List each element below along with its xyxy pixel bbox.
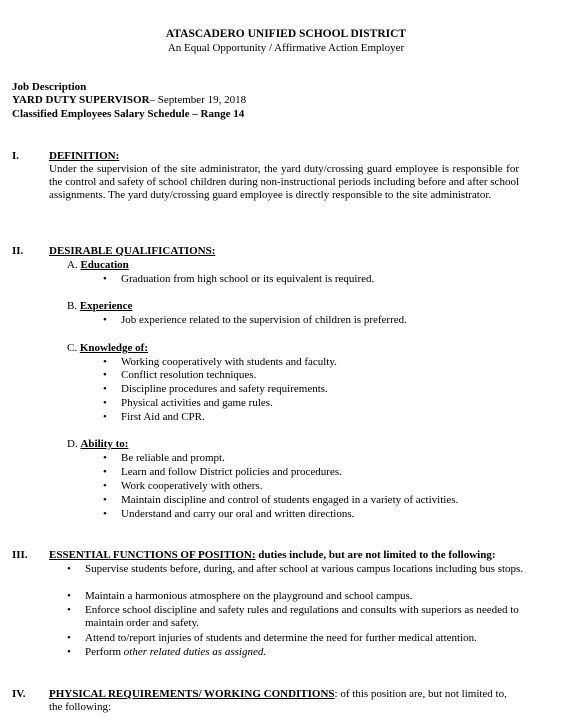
subsection-education <box>67 259 129 272</box>
bullet-icon: • <box>67 604 71 616</box>
subsection-label: Knowledge of: <box>79 342 148 354</box>
district-name: ATASCADERO UNIFIED SCHOOL DISTRICT <box>165 28 407 40</box>
job-description-label: Job Description <box>12 81 87 93</box>
section-number: III. <box>12 549 28 561</box>
subsection-experience <box>67 300 132 313</box>
bullet-icon: • <box>103 508 107 520</box>
bullet-icon: • <box>103 480 107 492</box>
bullet-icon: • <box>103 383 107 395</box>
bullet-icon: • <box>103 466 107 478</box>
definition-text: Under the supervision of the site administrator, the yard duty/crossing guard employee is responsible for the control and safety of school children during non-instructional periods including before and after school assignments. The yard duty/crossing guard employee is directly responsible to the site administrator. <box>49 163 519 201</box>
bullet-icon: • <box>103 273 107 285</box>
bullet-icon: • <box>103 452 107 464</box>
subsection-label: Experience <box>79 300 133 312</box>
subsection-label: Education <box>80 259 129 271</box>
subsection-knowledge <box>67 342 148 355</box>
subsection-letter: D. <box>67 438 78 450</box>
section-heading-qualifications: DESIRABLE QUALIFICATIONS: <box>49 245 216 257</box>
section-heading-essential-functions: ESSENTIAL FUNCTIONS OF POSITION: duties include, but are not limited to the following: <box>49 549 496 561</box>
salary-schedule: Classified Employees Salary Schedule – Range 14 <box>12 108 245 120</box>
subsection-label: Ability to: <box>80 438 129 450</box>
section-number: IV. <box>12 688 26 700</box>
bullet-icon: • <box>103 397 107 409</box>
job-title-line <box>12 94 246 107</box>
job-title: YARD DUTY SUPERVISOR <box>12 94 150 106</box>
bullet-icon: • <box>67 563 71 575</box>
section-heading-definition: DEFINITION: <box>49 150 120 162</box>
job-date: – September 19, 2018 <box>149 94 247 106</box>
section-heading-physical-requirements: PHYSICAL REQUIREMENTS/ WORKING CONDITIONS: of this position are, but not limited to, <box>49 688 507 700</box>
subsection-letter: C. <box>67 342 78 354</box>
bullet-icon: • <box>103 356 107 368</box>
subsection-ability <box>67 438 128 451</box>
bullet-icon: • <box>67 590 71 602</box>
bullet-icon: • <box>103 369 107 381</box>
section-number: I. <box>12 150 20 162</box>
district-tagline: An Equal Opportunity / Affirmative Action Employer <box>167 42 405 54</box>
bullet-icon: • <box>67 646 71 658</box>
physical-requirements-line2: the following: <box>49 701 112 713</box>
bullet-icon: • <box>103 411 107 423</box>
bullet-icon: • <box>103 314 107 326</box>
bullet-icon: • <box>67 632 71 644</box>
section-number: II. <box>12 245 24 257</box>
subsection-letter: A. <box>67 259 78 271</box>
subsection-letter: B. <box>67 300 78 312</box>
bullet-icon: • <box>103 494 107 506</box>
